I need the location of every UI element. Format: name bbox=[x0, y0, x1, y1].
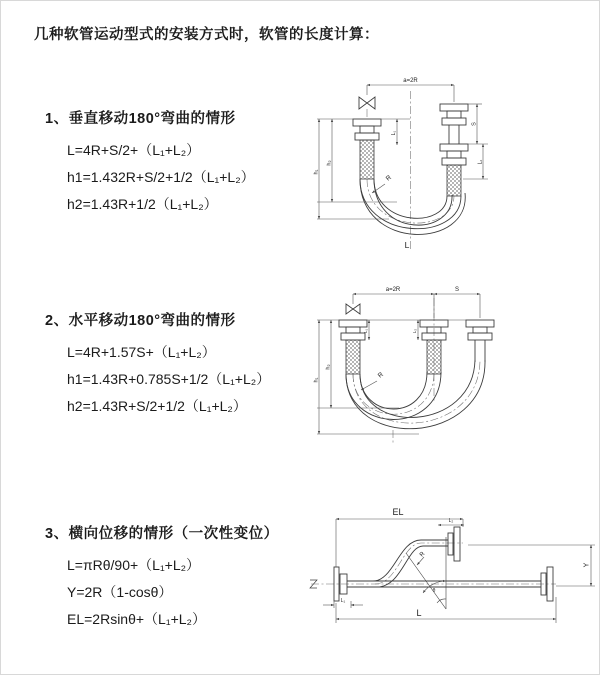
right-braided-hose bbox=[447, 165, 461, 196]
dim-a2r-label: a=2R bbox=[385, 287, 401, 293]
radius-label: R bbox=[419, 551, 427, 559]
dim-y-label: Y bbox=[583, 562, 591, 568]
left-braided-hose bbox=[360, 140, 374, 179]
dim-l2-label: L₂ bbox=[448, 518, 454, 524]
dim-l-label: L bbox=[416, 608, 422, 618]
theta-construction bbox=[406, 537, 446, 609]
left-braided-hose bbox=[346, 340, 360, 374]
section-1-formula-h2: h2=1.43R+1/2（L₁+L₂） bbox=[67, 196, 218, 212]
right-upper-flange bbox=[440, 104, 468, 125]
dim-l1-label: L₁ bbox=[391, 130, 397, 136]
radius-label: R bbox=[376, 371, 385, 380]
upper-right-flange bbox=[448, 527, 460, 561]
s-curve-hose bbox=[373, 540, 448, 587]
centerlines bbox=[367, 91, 454, 249]
section-2-heading: 2、水平移动180°弯曲的情形 bbox=[45, 313, 236, 329]
diagram-horizontal-180-bend bbox=[301, 282, 593, 470]
middle-braided-hose bbox=[427, 340, 441, 374]
section-2 bbox=[45, 309, 315, 420]
dim-l1-label: L₁ bbox=[363, 328, 368, 334]
section-3-formula-L: L=πRθ/90+（L₁+L₂） bbox=[67, 557, 201, 573]
dim-s-label: S bbox=[454, 287, 460, 293]
dim-s-label: S bbox=[471, 122, 478, 126]
diagram-vertical-180-bend bbox=[301, 71, 593, 259]
dim-a2r-label: a=2R bbox=[403, 78, 418, 84]
section-1-heading: 1、垂直移动180°弯曲的情形 bbox=[45, 111, 236, 127]
section-3-formula-Y: Y=2R（1-cosθ） bbox=[67, 584, 173, 600]
dim-h2-label: h₂ bbox=[325, 364, 332, 370]
section-2-formula-h1: h1=1.43R+0.785S+1/2（L₁+L₂） bbox=[67, 371, 271, 387]
radius-label: R bbox=[384, 174, 393, 183]
section-3 bbox=[45, 522, 315, 633]
valve-icon bbox=[359, 97, 375, 109]
angle-theta-label: θ bbox=[432, 588, 436, 594]
dim-l1-label: L₁ bbox=[340, 598, 346, 604]
right-pipe bbox=[475, 340, 485, 362]
right-flange bbox=[466, 320, 494, 340]
dim-l2-label: L₂ bbox=[477, 159, 484, 165]
dim-h1-label: h₁ bbox=[313, 377, 320, 383]
section-3-formula-EL: EL=2Rsinθ+（L₁+L₂） bbox=[67, 611, 206, 627]
page-title: 几种软管运动型式的安装方式时，软管的长度计算： bbox=[34, 27, 379, 43]
u-bend-arcs bbox=[346, 360, 485, 429]
dim-l2-label: L₂ bbox=[412, 328, 417, 334]
length-label: L bbox=[404, 240, 410, 250]
diagram-lateral-displacement bbox=[303, 497, 600, 661]
left-flange bbox=[353, 119, 381, 140]
centerlines bbox=[311, 543, 556, 584]
section-2-formula-h2: h2=1.43R+S/2+1/2（L₁+L₂） bbox=[67, 398, 247, 414]
dim-el-label: EL bbox=[392, 507, 404, 517]
section-1-formula-L: L=4R+S/2+（L₁+L₂） bbox=[67, 142, 201, 158]
right-lower-flange bbox=[440, 144, 468, 165]
hose-assembly bbox=[310, 527, 553, 609]
dimensions bbox=[323, 507, 595, 623]
dim-h2-label: h₂ bbox=[326, 160, 333, 166]
right-pipe bbox=[449, 125, 459, 144]
section-1 bbox=[45, 107, 315, 218]
section-3-heading: 3、横向位移的情形（一次性变位） bbox=[45, 526, 279, 542]
dimensions bbox=[314, 287, 494, 434]
valve-icon bbox=[346, 304, 360, 314]
dim-h1-label: h₁ bbox=[313, 169, 320, 175]
hose-assembly bbox=[339, 304, 494, 429]
section-1-formula-h1: h1=1.432R+S/2+1/2（L₁+L₂） bbox=[67, 169, 255, 185]
section-2-formula-L: L=4R+1.57S+（L₁+L₂） bbox=[67, 344, 216, 360]
